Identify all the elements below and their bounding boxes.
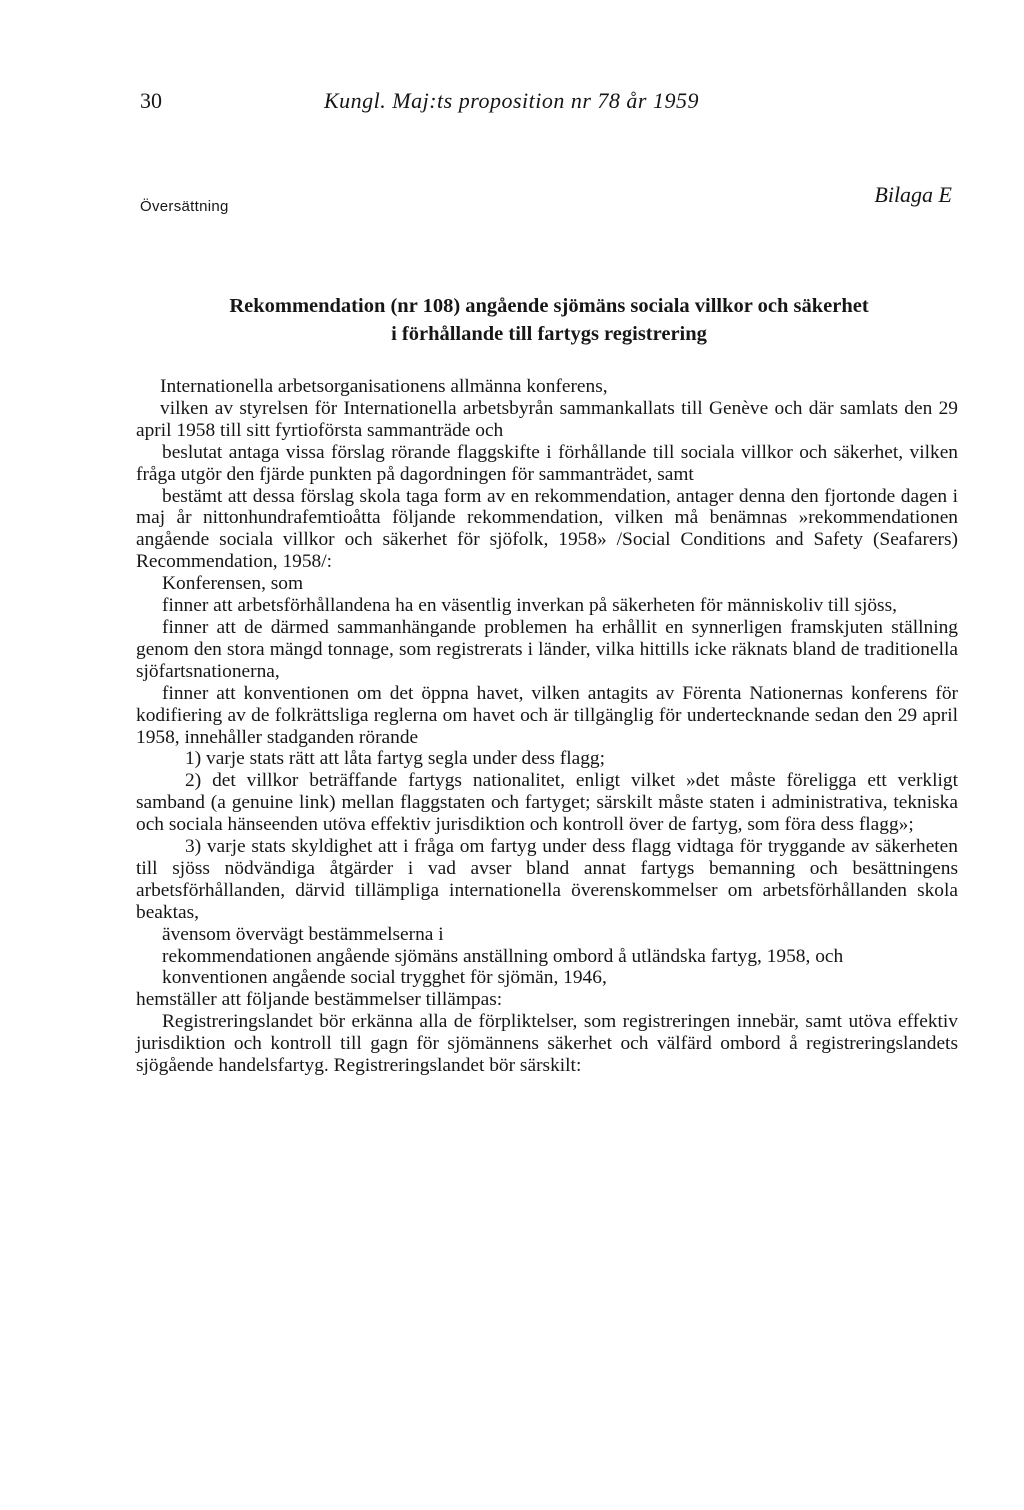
translation-label: Översättning <box>140 198 229 215</box>
body-text <box>136 376 958 1077</box>
page-header <box>140 88 952 118</box>
paragraph: hemställer att följande bestämmelser tillämpas: <box>136 989 503 1011</box>
paragraph: vilken av styrelsen för Internationella arbetsbyrån sammankallats till Genève och där samlats den 29 april 1958 till sitt fyrtioförsta sammanträde och <box>136 397 958 441</box>
paragraph: Internationella arbetsorganisationens allmänna konferens, <box>160 376 608 397</box>
paragraph: beslutat antaga vissa förslag rörande flaggskifte i förhållande till sociala villkor och säkerhet, vilken fråga utgör den fjärde punkten på dagordningen för sammanträdet, samt <box>136 441 958 485</box>
document-title <box>138 292 960 348</box>
running-head: Kungl. Maj:ts proposition nr 78 år 1959 <box>324 88 699 113</box>
list-item: 3) varje stats skyldighet att i fråga om fartyg under dess flagg vidtaga för tryggande av säkerheten till sjöss nödvändiga åtgärder i vad avser bland annat fartygs bemanning och besättningens arbetsförhållanden, därvid tillämpliga internationella överenskommelser om arbetsförhållanden skola beaktas, <box>136 836 958 923</box>
appendix-label: Bilaga E <box>874 182 952 207</box>
page-number: 30 <box>140 88 162 113</box>
paragraph: konventionen angående social trygghet för sjömän, 1946, <box>162 967 607 989</box>
list-item: 1) varje stats rätt att låta fartyg segla under dess flagg; <box>185 748 605 770</box>
list-item: 2) det villkor beträffande fartygs nationalitet, enligt vilket »det måste föreligga ett verkligt samband (a genuine link) mellan flaggstaten och fartyget; särskilt måste staten i administrativa, tekniska och sociala hänseenden utöva effektiv jurisdiktion och kontroll över de fartyg, som föra dess flagg»; <box>136 770 958 836</box>
paragraph: finner att arbetsförhållandena ha en väsentlig inverkan på säkerheten för människoliv till sjöss, <box>162 595 897 617</box>
paragraph: bestämt att dessa förslag skola taga form av en rekommendation, antager denna den fjortonde dagen i maj år nittonhundrafemtioåtta följande rekommendation, vilken må benämnas »rekommendationen angående sociala villkor och säkerhet för sjöfolk, 1958» /Social Conditions and Safety (Seafarers) Recommendation, 1958/: <box>136 485 958 573</box>
title-line-2: i förhållande till fartygs registrering <box>391 323 707 345</box>
paragraph: finner att de därmed sammanhängande problemen ha erhållit en synnerligen framskjuten ställning genom den stora mängd tonnage, som registrerats i länder, vilka hittills icke räknats bland de traditionella sjöfartsnationerna, <box>136 616 958 682</box>
paragraph: finner att konventionen om det öppna havet, vilken antagits av Förenta Nationernas konferens för kodifiering av de folkrättsliga reglerna om havet och är tillgänglig för undertecknande sedan den 29 april 1958, innehåller stadganden rörande <box>136 682 958 748</box>
paragraph: rekommendationen angående sjömäns anställning ombord å utländska fartyg, 1958, och <box>162 945 844 967</box>
paragraph: ävensom övervägt bestämmelserna i <box>162 923 444 945</box>
paragraph: Registreringslandet bör erkänna alla de förpliktelser, som registreringen innebär, samt utöva effektiv jurisdiktion och kontroll till gagn för sjömännens säkerhet och välfärd ombord å registreringslandets sjögående handelsfartyg. Registreringslandet bör särskilt: <box>136 1011 958 1077</box>
paragraph: Konferensen, som <box>162 573 304 595</box>
title-line-1: Rekommendation (nr 108) angående sjömäns sociala villkor och säkerhet <box>229 295 869 317</box>
